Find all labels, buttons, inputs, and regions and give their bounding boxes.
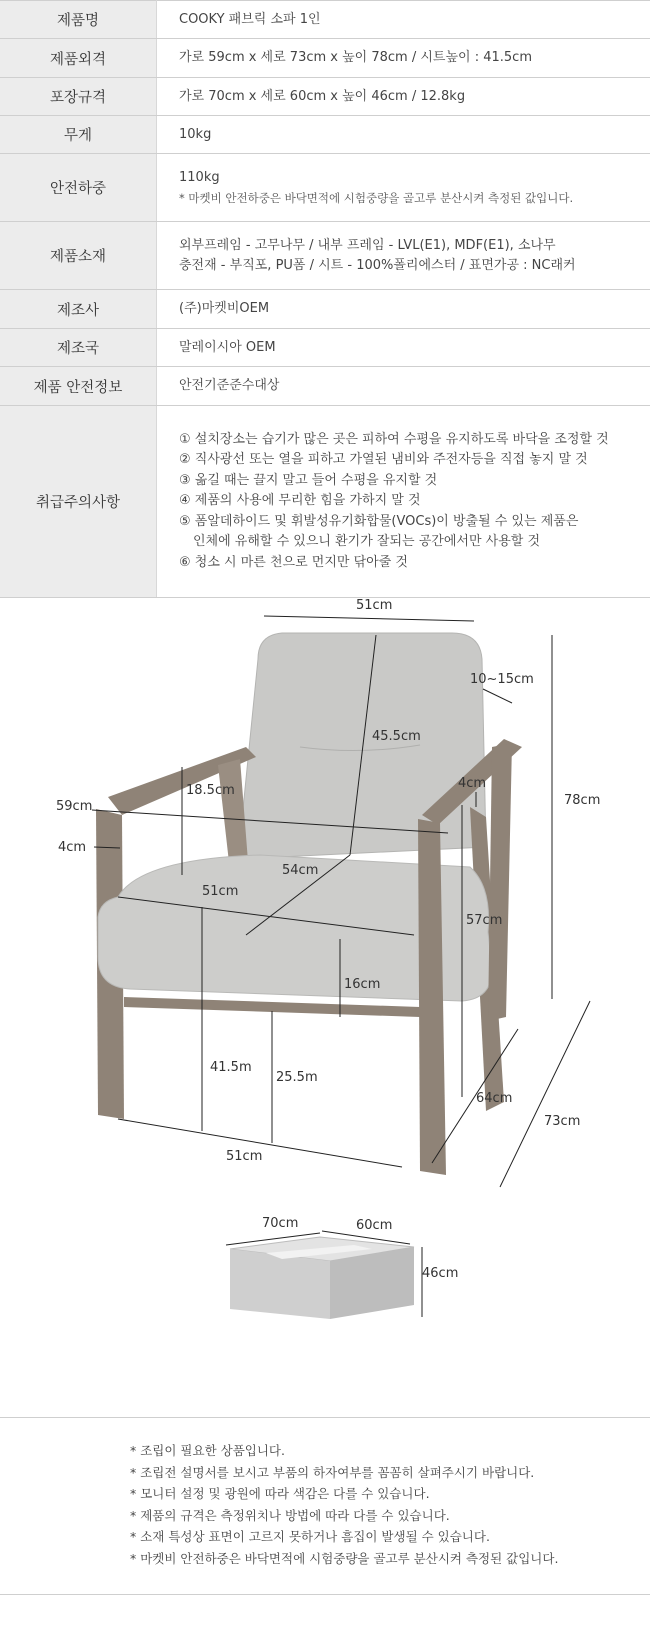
note-item: * 조립이 필요한 상품입니다.: [130, 1443, 285, 1458]
spec-value: 안전기준준수대상: [157, 367, 650, 406]
spec-row-package: [0, 78, 650, 116]
dim-label-arm-front-height: 57cm: [466, 913, 503, 928]
box-front: [230, 1249, 330, 1319]
dim-label-cushion-thick: 10~15cm: [470, 672, 534, 687]
caution-item: ③ 옮길 때는 끌지 말고 들어 수평을 유지할 것: [179, 472, 438, 488]
dim-label-total-depth: 73cm: [544, 1114, 581, 1129]
spec-row-weight: [0, 116, 650, 154]
dim-line-top-width: [264, 616, 474, 621]
dim-label-seat-width: 51cm: [202, 884, 239, 899]
box-label-width: 70cm: [262, 1216, 299, 1231]
load-note: * 마켓비 안전하중은 바닥면적에 시험중량을 골고루 분산시켜 측정된 값입니다.: [179, 190, 574, 205]
spec-label: 제품외격: [0, 39, 157, 78]
note-item: * 제품의 규격은 측정위치나 방법에 따라 다를 수 있습니다.: [130, 1507, 450, 1523]
spec-row-material: [0, 222, 650, 290]
material-line: 충전재 - 부직포, PU폼 / 시트 - 100%폴리에스터 / 표면가공 : NC래커: [179, 257, 576, 273]
spec-value: 가로 70cm x 세로 60cm x 높이 46cm / 12.8kg: [157, 78, 650, 116]
bottom-divider: [0, 1594, 650, 1595]
dim-label-total-height: 78cm: [564, 793, 601, 808]
spec-label: 취급주의사항: [0, 406, 157, 598]
spec-row-load: [0, 154, 650, 222]
spec-value: 10kg: [157, 116, 650, 154]
caution-item: ⑤ 폼알데하이드 및 휘발성유기화합물(VOCs)이 방출될 수 있는 제품은: [179, 513, 579, 529]
caution-item: ② 직사광선 또는 열을 피하고 가열된 냄비와 주전자등을 직접 놓지 말 것: [179, 452, 588, 468]
dim-label-diagonal: 54cm: [282, 863, 319, 878]
spec-value: 말레이시아 OEM: [157, 329, 650, 367]
note-item: * 조립전 설명서를 보시고 부품의 하자여부를 꼼꼼히 살펴주시기 바랍니다.: [130, 1464, 535, 1480]
spec-value: [157, 154, 650, 222]
spec-value: (주)마켓비OEM: [157, 290, 650, 329]
spec-value: COOKY 패브릭 소파 1인: [157, 1, 650, 39]
dim-label-top-width: 51cm: [356, 598, 393, 613]
caution-item: ④ 제품의 사용에 무리한 힘을 가하지 말 것: [179, 493, 421, 509]
note-item: * 마켓비 안전하중은 바닥면적에 시험중량을 골고루 분산시켜 측정된 값입니다.: [130, 1550, 559, 1566]
box-label-height: 46cm: [422, 1266, 459, 1281]
dim-label-seat-height: 41.5m: [210, 1060, 252, 1075]
spec-row-country: [0, 329, 650, 367]
dim-label-left-leg: 4cm: [58, 840, 87, 855]
spec-value: [157, 222, 650, 290]
note-item: * 모니터 설정 및 광원에 따라 색감은 다를 수 있습니다.: [130, 1486, 430, 1501]
sofa-dimension-drawing: [0, 597, 650, 1417]
dim-label-inner-depth: 64cm: [476, 1091, 513, 1106]
right-arm-support: [488, 743, 512, 1021]
dim-label-arm-width: 4cm: [458, 776, 487, 791]
dim-label-arm-height: 18.5cm: [186, 783, 235, 798]
dim-line-total-depth: [500, 1001, 590, 1187]
material-line: 외부프레임 - 고무나무 / 내부 프레임 - LVL(E1), MDF(E1), 소나무: [179, 237, 556, 253]
spec-label: 제조국: [0, 329, 157, 367]
dim-label-back-height: 45.5cm: [372, 729, 421, 744]
spec-row-size: [0, 39, 650, 78]
package-box: [230, 1237, 414, 1319]
dimension-diagram: [0, 597, 650, 1418]
dim-label-seat-thick: 16cm: [344, 977, 381, 992]
spec-row-caution: [0, 406, 650, 598]
spec-value: 가로 59cm x 세로 73cm x 높이 78cm / 시트높이 : 41.5cm: [157, 39, 650, 78]
spec-table: [0, 0, 650, 598]
spec-value: [157, 406, 650, 598]
spec-label: 제품명: [0, 1, 157, 39]
spec-label: 제품 안전정보: [0, 367, 157, 406]
spec-label: 제조사: [0, 290, 157, 329]
dim-label-total-width: 59cm: [56, 799, 93, 814]
spec-label: 포장규격: [0, 78, 157, 116]
note-item: * 소재 특성상 표면이 고르지 못하거나 흠집이 발생될 수 있습니다.: [130, 1529, 490, 1544]
spec-row-name: [0, 1, 650, 39]
spec-label: 제품소재: [0, 222, 157, 290]
dim-label-under-height: 25.5m: [276, 1070, 318, 1085]
dim-label-bottom-width: 51cm: [226, 1149, 263, 1164]
caution-item: 인체에 유해할 수 있으니 환기가 잘되는 공간에서만 사용할 것: [193, 534, 541, 550]
back-cushion: [238, 633, 486, 859]
product-notes: [130, 1440, 558, 1569]
spec-row-maker: [0, 290, 650, 329]
spec-row-safety: [0, 367, 650, 406]
caution-item: ⑥ 청소 시 마른 천으로 먼지만 닦아줄 것: [179, 554, 408, 570]
spec-label: 안전하중: [0, 154, 157, 222]
caution-item: ① 설치장소는 습기가 많은 곳은 피하여 수평을 유지하도록 바닥을 조정할 것: [179, 431, 609, 447]
box-label-depth: 60cm: [356, 1218, 393, 1233]
spec-label: 무게: [0, 116, 157, 154]
dim-line-cushion-thick: [483, 689, 512, 703]
load-value: 110kg: [179, 169, 220, 185]
sofa-illustration: [96, 633, 522, 1175]
